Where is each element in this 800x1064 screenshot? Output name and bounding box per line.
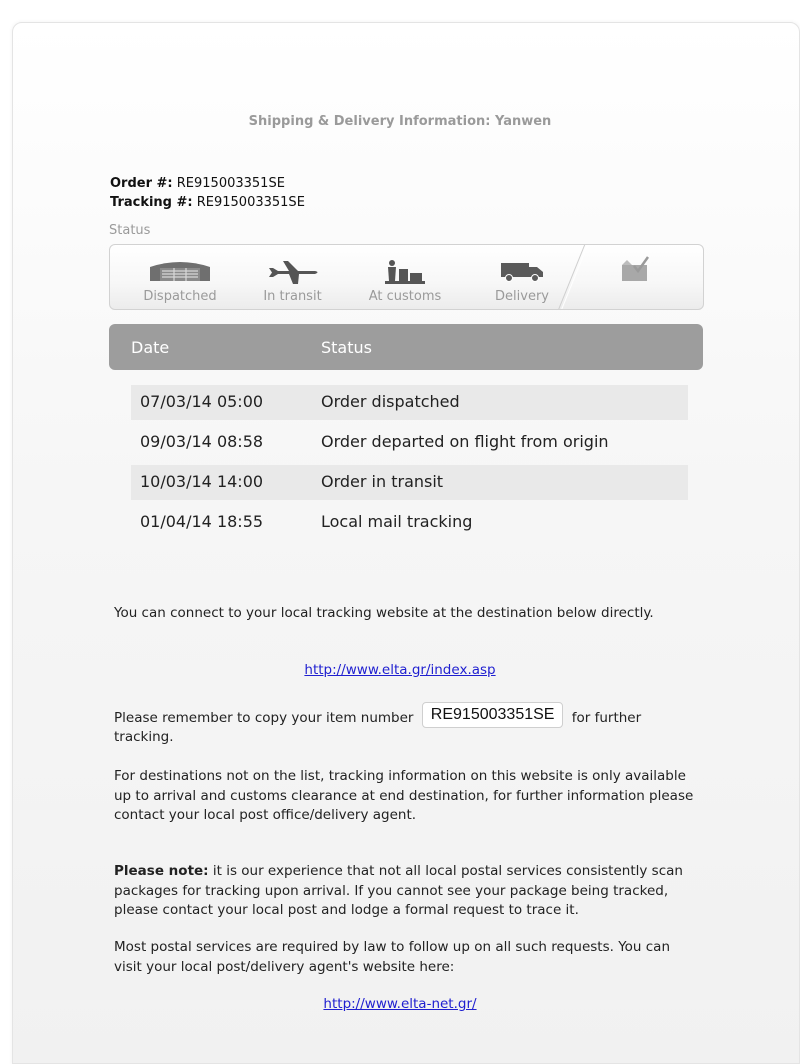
row-status: Local mail tracking: [321, 512, 473, 531]
law-text: Most postal services are required by law to follow up on all such requests. You can visit your local post/delivery agent's website here:: [114, 939, 671, 975]
table-row: [131, 425, 688, 460]
step-at-customs: [355, 245, 455, 309]
note-label: Please note:: [114, 863, 209, 879]
row-date: 10/03/14 14:00: [140, 472, 264, 491]
order-number-value: RE915003351SE: [176, 176, 285, 191]
table-row: [131, 385, 688, 420]
row-date: 01/04/14 18:55: [140, 512, 264, 531]
note-text: [114, 862, 694, 921]
note-body: it is our experience that not all local postal services consistently scan packages for tracking upon arrival. If you cannot see your package being tracked, please contact your local post and lodge a formal request to trace it.: [114, 863, 683, 918]
page-title: Shipping & Delivery Information: Yanwen: [248, 114, 552, 129]
row-status: Order departed on flight from origin: [321, 432, 609, 451]
order-info: [110, 174, 305, 212]
connect-text: You can connect to your local tracking website at the destination below directly.: [114, 605, 654, 621]
step-delivered: [590, 245, 680, 309]
tracking-table-body: [131, 385, 688, 545]
table-row: [131, 505, 688, 540]
customs-icon: [383, 259, 427, 285]
step-in-transit: [245, 245, 340, 309]
destinations-text: For destinations not on the list, tracking information on this website is only available up to arrival and customs clearance at end destination, for further information please contact your local post office/delivery agent.: [114, 768, 694, 823]
delivered-box-icon: [617, 255, 653, 283]
step-delivery: [472, 245, 572, 309]
column-header-status: Status: [321, 338, 372, 357]
agent-link-container: [0, 996, 800, 1012]
delivery-agent-link[interactable]: http://www.elta-net.gr/: [323, 996, 477, 1012]
status-label: Status: [109, 223, 151, 238]
tracking-table-header: [109, 324, 703, 370]
order-number-line: [110, 174, 305, 193]
row-date: 09/03/14 08:58: [140, 432, 264, 451]
step-label-delivery: Delivery: [495, 289, 549, 304]
warehouse-icon: [148, 259, 212, 281]
step-dispatched: [130, 245, 230, 309]
step-label-dispatched: Dispatched: [143, 289, 217, 304]
remember-text-after: for further tracking.: [114, 709, 642, 746]
airplane-icon: [265, 259, 321, 285]
row-status: Order in transit: [321, 472, 444, 491]
table-row: [131, 465, 688, 500]
order-number-label: Order #:: [110, 176, 173, 191]
remember-text-before: Please remember to copy your item number: [114, 709, 414, 726]
step-label-in-transit: In transit: [263, 289, 322, 304]
row-date: 07/03/14 05:00: [140, 392, 264, 411]
row-status: Order dispatched: [321, 392, 460, 411]
tracking-number-value: RE915003351SE: [196, 195, 305, 210]
local-tracking-link[interactable]: http://www.elta.gr/index.asp: [304, 662, 496, 678]
remember-text: [114, 708, 694, 748]
column-header-date: Date: [131, 338, 170, 357]
tracking-link-container: [0, 662, 800, 678]
tracking-number-line: [110, 193, 305, 212]
step-label-at-customs: At customs: [368, 289, 442, 304]
tracking-number-label: Tracking #:: [110, 195, 193, 210]
truck-icon: [499, 259, 545, 283]
status-progress-bar: [109, 244, 704, 310]
item-number-field[interactable]: RE915003351SE: [422, 702, 564, 728]
